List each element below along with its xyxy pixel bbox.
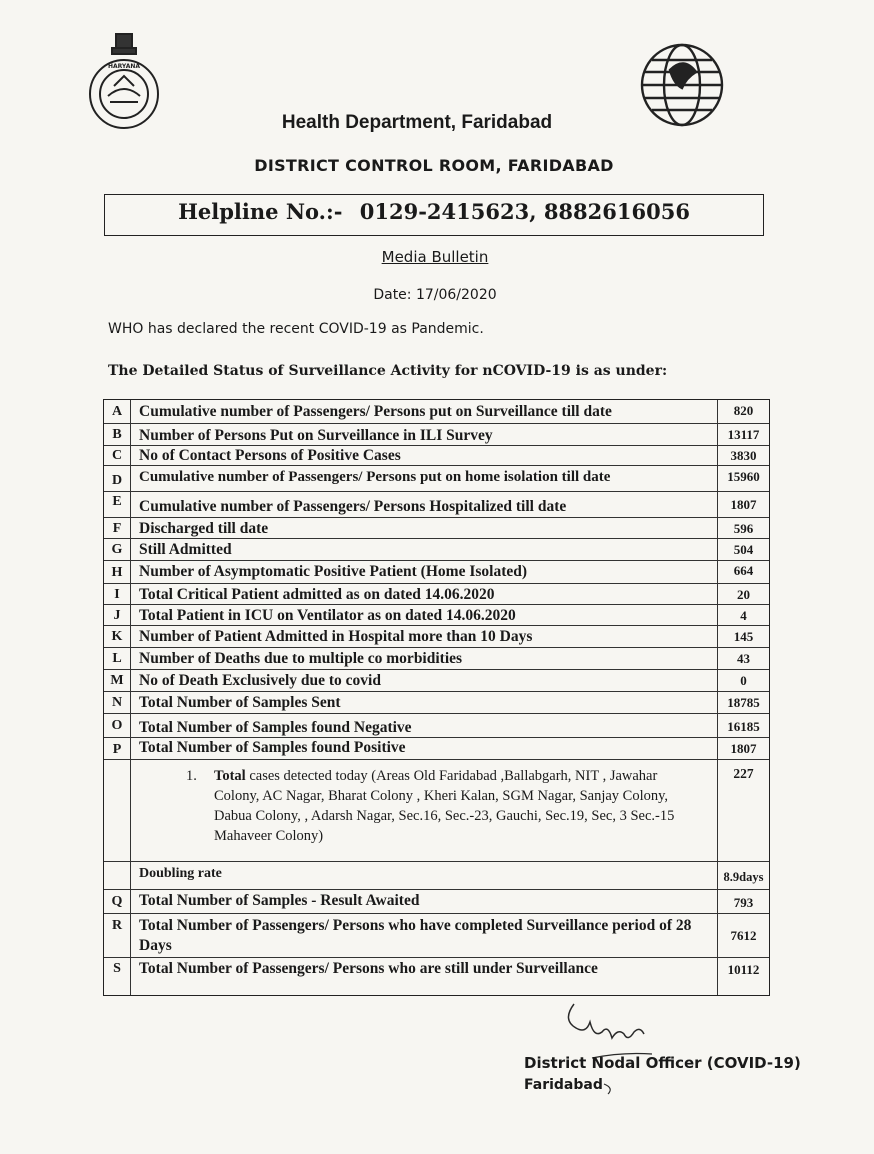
row-value: 10112 [717,958,769,995]
detail-text: cases detected today (Areas Old Faridabad ,Ballabgarh, NIT , Jawahar Colony, AC Nagar, Bharat Colony , Kheri Kalan, SGM Nagar, Sanjay Colony, Dabua Colony, , Adarsh Nagar, Sec.16, Sec.-23, Gauchi, Sec.19, Sec, 3 Sec.-15 Mahaveer Colony) [214,768,675,844]
row-description: Number of Persons Put on Surveillance in ILI Survey [139,427,493,444]
helpline-line [105,199,763,224]
row-value: 16185 [717,714,769,737]
table-row [104,890,769,914]
officer-place: Faridabad [524,1077,603,1093]
row-value: 145 [717,626,769,647]
row-value: 793 [717,890,769,913]
row-letter-empty [104,760,131,861]
row-description: Total Number of Samples Sent [139,694,341,711]
table-row [104,692,769,714]
helpline-box [104,194,764,236]
doubling-value: 8.9days [717,862,769,889]
row-letter: B [104,424,131,445]
row-value: 664 [717,561,769,583]
row-value: 0 [717,670,769,691]
row-letter: I [104,584,131,604]
table-row-doubling [104,862,769,890]
detail-lead: Total [214,768,246,784]
table-row [104,714,769,738]
table-row [104,626,769,648]
table-row [104,561,769,584]
officer-designation: District Nodal Officer (COVID-19) [524,1054,801,1072]
row-value: 15960 [717,466,769,491]
row-letter: J [104,605,131,625]
row-value: 820 [717,400,769,423]
who-statement: WHO has declared the recent COVID-19 as Pandemic. [108,321,484,337]
row-letter: E [104,492,131,517]
table-row [104,958,769,995]
row-description: Total Number of Samples found Positive [139,739,406,756]
row-description: Cumulative number of Passengers/ Persons put on Surveillance till date [139,403,612,420]
row-letter: M [104,670,131,691]
row-description: Still Admitted [139,541,232,558]
row-letter: F [104,518,131,538]
row-description: No of Contact Persons of Positive Cases [139,447,401,464]
row-description: Number of Deaths due to multiple co morbidities [139,650,463,667]
row-description: Number of Asymptomatic Positive Patient (Home Isolated) [139,563,528,580]
row-letter: D [104,466,131,491]
doubling-label: Doubling rate [139,866,222,881]
table-row [104,539,769,561]
table-row [104,400,769,424]
table-row [104,518,769,539]
row-value: 1807 [717,492,769,517]
row-value: 4 [717,605,769,625]
bulletin-title: Media Bulletin [381,248,489,266]
row-description: Total Number of Passengers/ Persons who are still under Surveillance [139,960,598,977]
helpline-numbers: 0129-2415623, 8882616056 [359,199,690,224]
row-description: Total Number of Passengers/ Persons who have completed Surveillance period of 28 Days [139,917,692,954]
row-letter: P [104,738,131,759]
row-value: 504 [717,539,769,560]
table-row [104,914,769,958]
table-row [104,466,769,492]
row-letter: K [104,626,131,647]
table-row [104,648,769,670]
cases-detail [186,766,699,846]
row-letter: O [104,714,131,737]
table-row [104,424,769,446]
row-letter: H [104,561,131,583]
table-row [104,605,769,626]
row-value: 3830 [717,446,769,465]
table-row-detail [104,760,769,862]
table-row [104,738,769,760]
row-value: 13117 [717,424,769,445]
table-row [104,492,769,518]
row-value: 18785 [717,692,769,713]
table-row [104,446,769,466]
row-description: Total Number of Samples - Result Awaited [139,892,420,909]
row-letter: R [104,914,131,957]
row-value: 1807 [717,738,769,759]
bulletin-date: Date: 17/06/2020 [373,287,497,303]
row-value: 596 [717,518,769,538]
row-description: Total Number of Samples found Negative [139,719,412,736]
row-letter: Q [104,890,131,913]
svg-text:HARYANA: HARYANA [107,63,141,70]
row-value: 7612 [717,914,769,957]
helpline-label: Helpline No.:- [178,199,343,224]
row-value: 227 [717,760,769,861]
status-heading: The Detailed Status of Surveillance Activity for nCOVID-19 is as under: [108,363,668,379]
surveillance-table [103,399,770,996]
row-description: Cumulative number of Passengers/ Persons put on home isolation till date [139,469,611,485]
row-description: Cumulative number of Passengers/ Persons Hospitalized till date [139,498,567,515]
row-description: Total Patient in ICU on Ventilator as on dated 14.06.2020 [139,607,516,624]
row-letter: A [104,400,131,423]
row-letter: N [104,692,131,713]
row-description: Total Critical Patient admitted as on dated 14.06.2020 [139,586,495,603]
row-letter: S [104,958,131,995]
row-description: Number of Patient Admitted in Hospital more than 10 Days [139,628,533,645]
row-letter: L [104,648,131,669]
control-room-title: DISTRICT CONTROL ROOM, FARIDABAD [254,156,614,175]
row-description: No of Death Exclusively due to covid [139,672,381,689]
table-row [104,584,769,605]
department-title: Health Department, Faridabad [281,112,553,133]
row-value: 20 [717,584,769,604]
row-letter: C [104,446,131,465]
detail-index: 1. [186,768,197,784]
row-value: 43 [717,648,769,669]
table-row [104,670,769,692]
row-letter: G [104,539,131,560]
row-description: Discharged till date [139,520,269,537]
row-letter-empty [104,862,131,889]
